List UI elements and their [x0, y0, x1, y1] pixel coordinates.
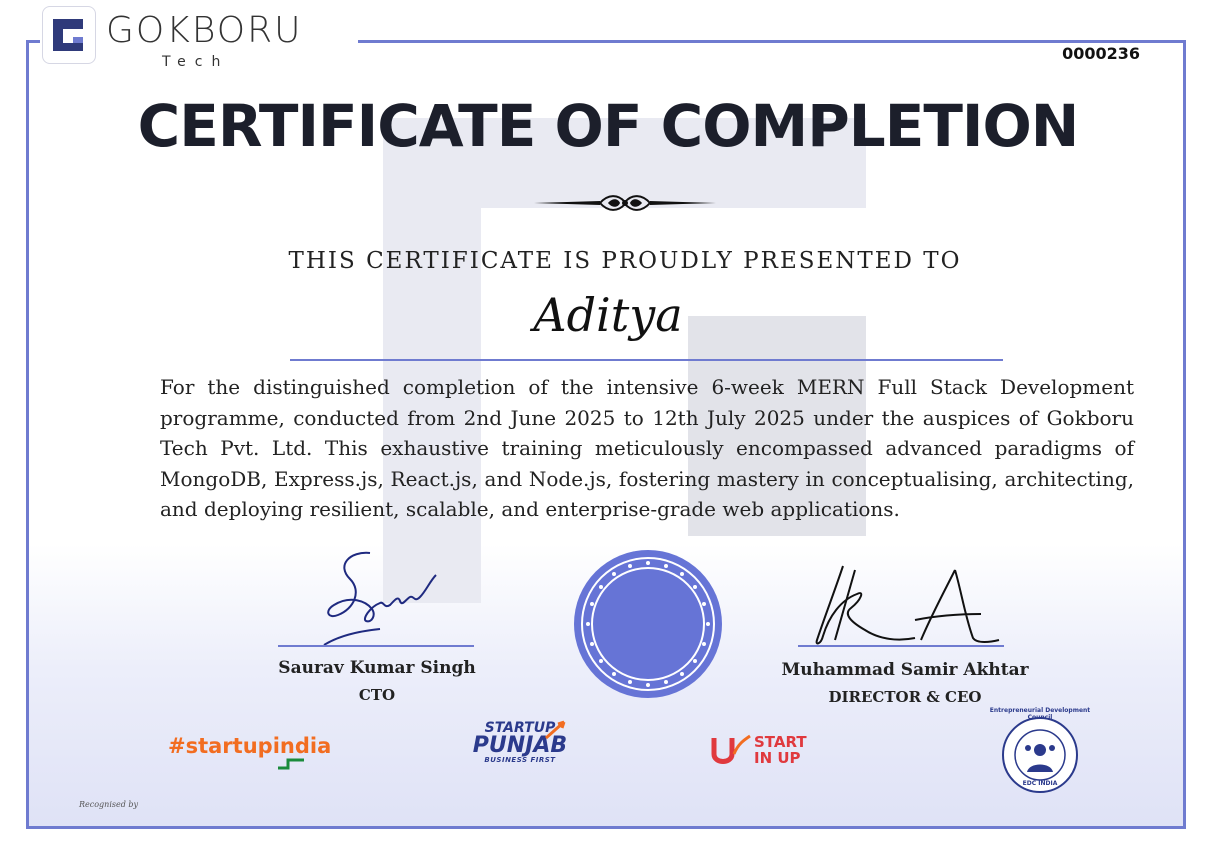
brand-sub: Tech	[162, 54, 230, 70]
certificate-number: 0000236	[1062, 44, 1140, 63]
ornament-divider-icon	[530, 188, 720, 222]
brand-logo-icon	[42, 6, 96, 64]
startinup-u-icon	[708, 734, 752, 770]
edc-india-logo	[989, 707, 1091, 798]
signature-line-ceo	[798, 645, 1004, 647]
startup-punjab-arrow-icon	[544, 720, 568, 740]
signer-ceo	[770, 660, 1040, 706]
startup-punjab-tagline: BUSINESS FIRST	[484, 756, 556, 764]
certificate-body: For the distinguished completion of the intensive 6-week MERN Full Stack Development programme, conducted from 2nd June 2025 to 12th July 2025 under the auspices of Gokboru Tech Pvt. Ltd. This exhaustive training meticulously encompassed advanced paradigms of MongoDB, Express.js, React.js, and Node.js, fostering mastery in conceptualising, architecting, and deploying resilient, scalable, and enterprise-grade web applications.	[160, 375, 1134, 521]
startupindia-underline-icon	[276, 756, 306, 770]
signature-line-cto	[278, 645, 474, 647]
certificate-title: CERTIFICATE OF COMPLETION	[137, 92, 1079, 160]
signature-ceo	[795, 560, 1005, 654]
signer-ceo-role: DIRECTOR & CEO	[828, 688, 982, 706]
signer-cto-role: CTO	[358, 686, 396, 704]
recognised-by-label: Recognised by	[79, 800, 139, 809]
startupindia-hash: #startup	[168, 734, 273, 758]
edc-bottom-text: EDC INDIA	[1022, 780, 1058, 787]
signer-cto-name: Saurav Kumar Singh	[278, 658, 476, 678]
startinup-line1: START	[754, 733, 807, 751]
startup-punjab-line1: STARTUP	[484, 720, 556, 736]
signature-cto	[310, 545, 450, 649]
startupindia-india: india	[272, 734, 332, 758]
recipient-name: Aditya	[533, 288, 683, 342]
presented-line: THIS CERTIFICATE IS PROUDLY PRESENTED TO	[288, 248, 962, 274]
brand-name: GOKBORU	[106, 10, 303, 51]
edc-ring-text: Entrepreneurial Development Council	[989, 707, 1091, 721]
startupindia-logo	[168, 734, 331, 758]
startinup-line2: IN UP	[754, 749, 801, 767]
startup-punjab-line2: PUNJAB	[472, 733, 568, 758]
seal-icon	[572, 548, 724, 704]
signer-cto	[262, 658, 492, 704]
signer-ceo-name: Muhammad Samir Akhtar	[781, 660, 1029, 680]
recipient-underline	[290, 359, 1003, 361]
brand-logo	[40, 4, 358, 72]
startup-punjab-logo	[470, 720, 570, 764]
